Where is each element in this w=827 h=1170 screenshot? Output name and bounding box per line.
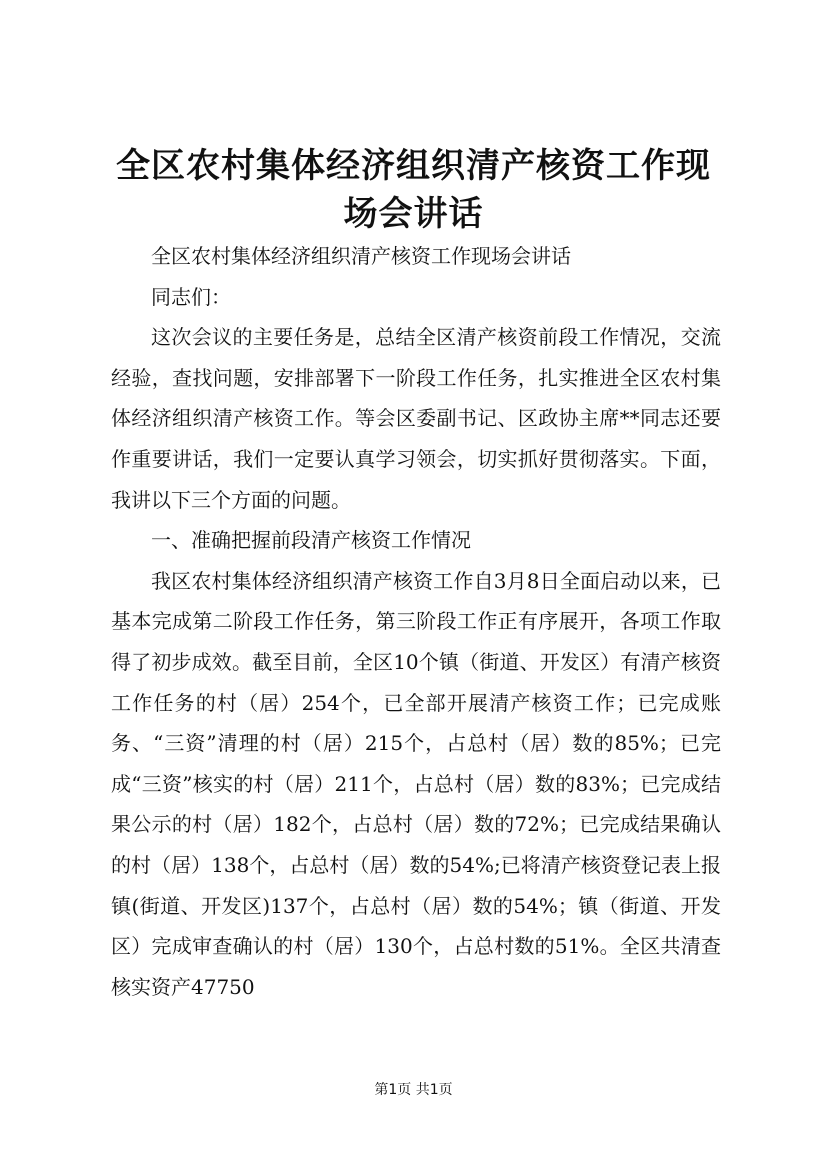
- subtitle-paragraph: 全区农村集体经济组织清产核资工作现场会讲话: [151, 244, 571, 268]
- document-title: 全区农村集体经济组织清产核资工作现场会讲话: [116, 146, 711, 234]
- document-body: [111, 236, 721, 1007]
- section-heading: 一、准确把握前段清产核资工作情况: [151, 528, 471, 553]
- salutation-paragraph: 同志们：: [151, 284, 231, 309]
- progress-paragraph: 我区农村集体经济组织清产核资工作自3月8日全面启动以来，已基本完成第二阶段工作任务，第三阶段工作正有序展开，各项工作取得了初步成效。截至目前，全区10个镇（街道、开发区）有清产核资工作任务的村（居）254个，已全部开展清产核资工作；已完成账务、“三资”清理的村（居）215个，占总村（居）数的85%；已完成“三资”核实的村（居）211个，占总村（居）数的83%；已完成结果公示的村（居）182个，占总村（居）数的72%；已完成结果确认的村（居）138个，占总村（居）数的54%;已将清产核资登记表上报镇(街道、开发区)137个，占总村（居）数的54%；镇（街道、开发区）完成审查确认的村（居）130个，占总村数的51%。全区共清查核实资产47750: [111, 568, 721, 999]
- page-footer: 第1页 共1页: [374, 1082, 453, 1098]
- intro-paragraph: 这次会议的主要任务是，总结全区清产核资前段工作情况，交流经验，查找问题，安排部署下一阶段工作任务，扎实推进全区农村集体经济组织清产核资工作。等会区委副书记、区政协主席**同志还要作重要讲话，我们一定要认真学习领会，切实抓好贯彻落实。下面，我讲以下三个方面的问题。: [111, 325, 721, 512]
